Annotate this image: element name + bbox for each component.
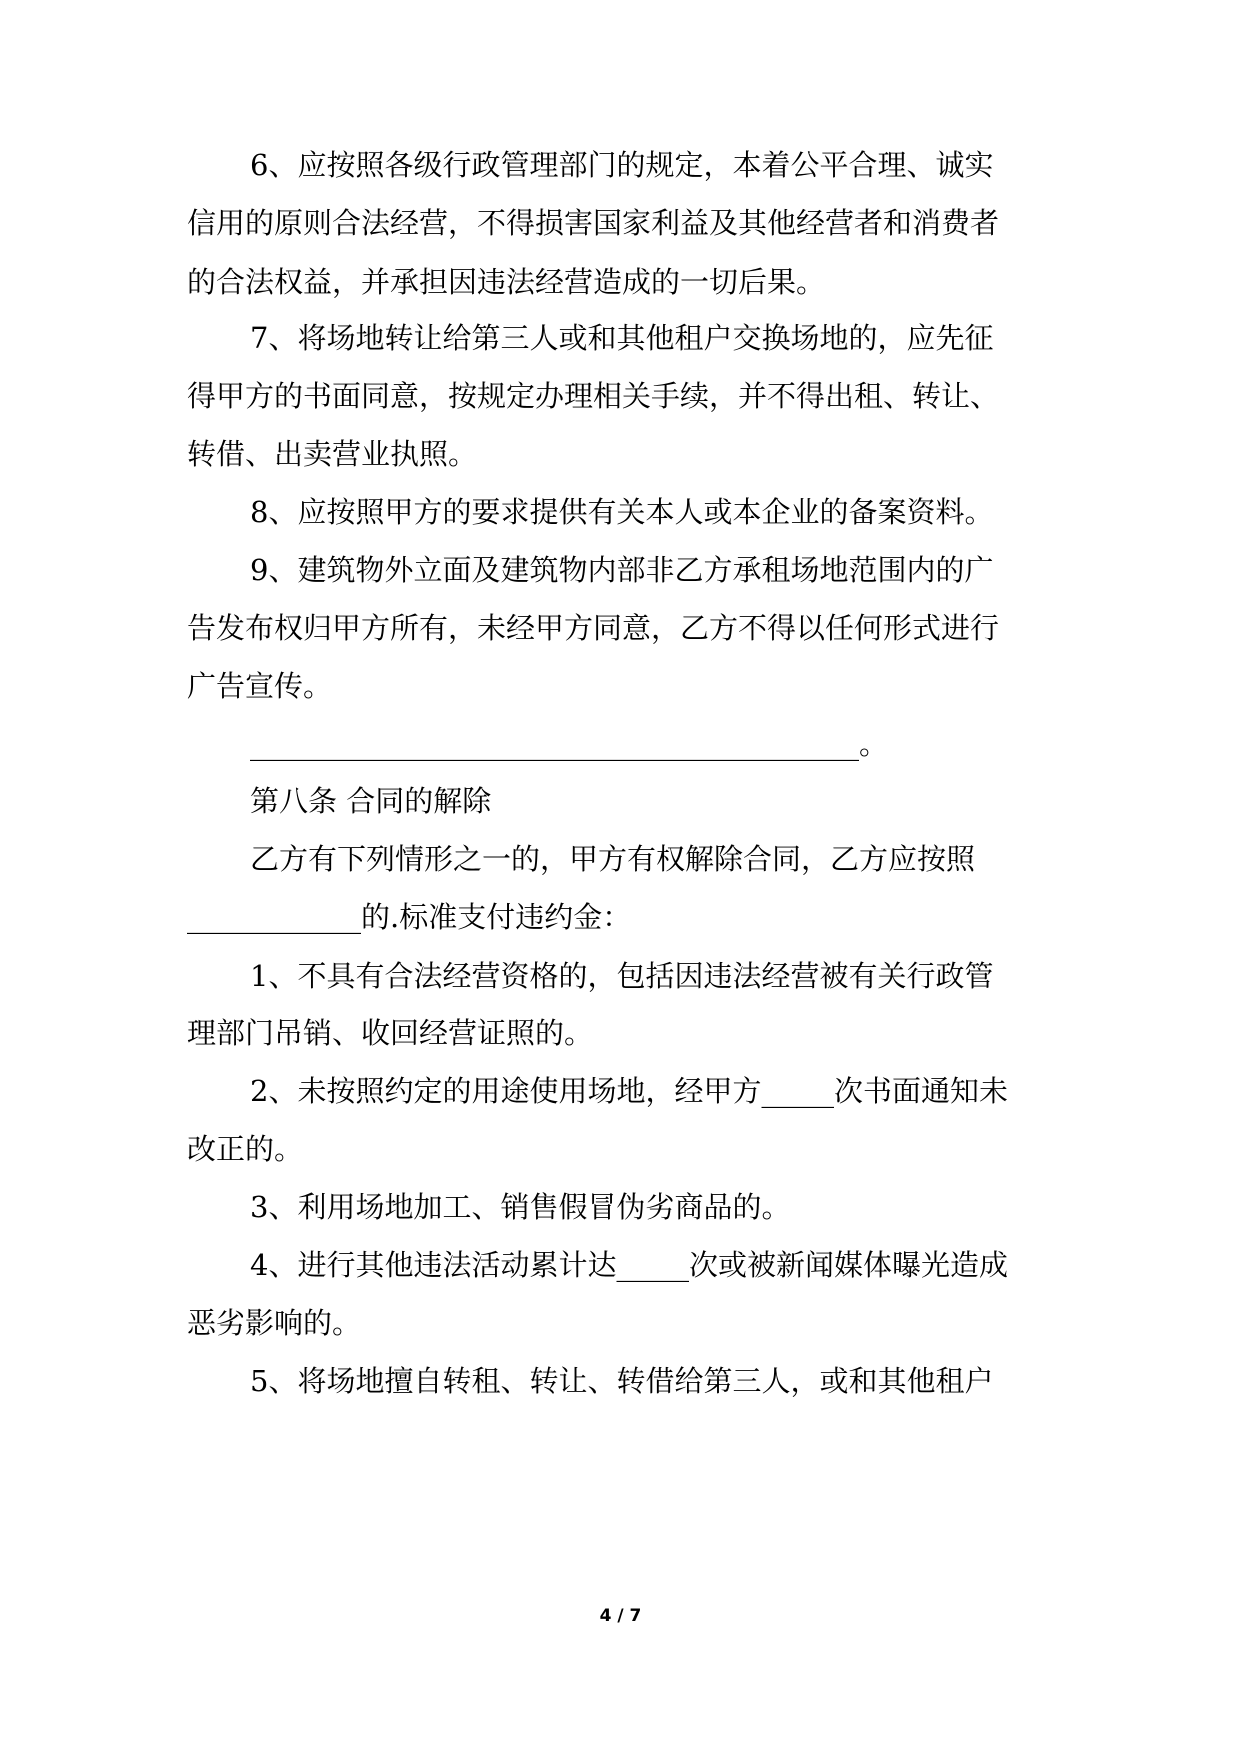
text-line: 2、未按照约定的用途使用场地，经甲方_____次书面通知未 (250, 1074, 1008, 1108)
text-line: ____________的.标准支付违约金： (187, 900, 632, 934)
text-line: 4、进行其他违法活动累计达_____次或被新闻媒体曝光造成 (250, 1248, 1008, 1282)
text-line: 告发布权归甲方所有，未经甲方同意，乙方不得以任何形式进行 (187, 611, 1000, 645)
text-line: 5、将场地擅自转租、转让、转借给第三人，或和其他租户 (250, 1364, 994, 1398)
text-line: 得甲方的书面同意，按规定办理相关手续，并不得出租、转让、 (187, 379, 1000, 413)
text-line: 8、应按照甲方的要求提供有关本人或本企业的备案资料。 (250, 495, 994, 529)
text-line: 7、将场地转让给第三人或和其他租户交换场地的，应先征 (250, 321, 994, 355)
section-heading: 第八条 合同的解除 (250, 784, 492, 818)
text-line: 1、不具有合法经营资格的，包括因违法经营被有关行政管 (250, 959, 994, 993)
text-line: 信用的原则合法经营，不得损害国家利益及其他经营者和消费者 (187, 206, 1000, 240)
text-line: 的合法权益，并承担因违法经营造成的一切后果。 (187, 265, 826, 299)
blank-line: __________________________________________。 (250, 727, 889, 761)
text-line: 乙方有下列情形之一的，甲方有权解除合同，乙方应按照 (250, 842, 976, 876)
text-line: 3、利用场地加工、销售假冒伪劣商品的。 (250, 1190, 791, 1224)
text-line: 改正的。 (187, 1132, 304, 1166)
text-line: 广告宣传。 (187, 669, 333, 703)
text-line: 9、建筑物外立面及建筑物内部非乙方承租场地范围内的广 (250, 553, 994, 587)
page-number: 4 / 7 (599, 1606, 642, 1626)
text-line: 转借、出卖营业执照。 (187, 437, 478, 471)
text-line: 恶劣影响的。 (187, 1306, 362, 1340)
text-line: 理部门吊销、收回经营证照的。 (187, 1016, 594, 1050)
text-line: 6、应按照各级行政管理部门的规定，本着公平合理、诚实 (250, 148, 994, 182)
